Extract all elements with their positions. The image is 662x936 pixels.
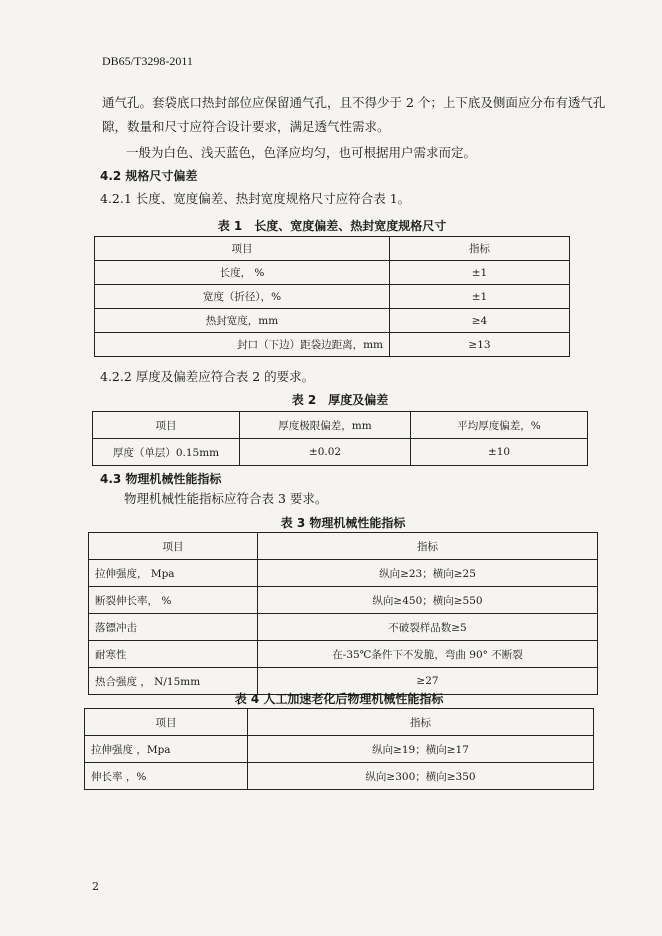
table2-head-thickness-limit: 厚度极限偏差，mm (240, 412, 411, 439)
table1-row-value: ±1 (390, 285, 570, 309)
table1-head-indicator: 指标 (390, 237, 570, 261)
intro-line-3: 一般为白色、浅天蓝色，色泽应均匀，也可根据用户需求而定。 (126, 145, 477, 160)
intro-line-2: 隙，数量和尺寸应符合设计要求，满足透气性需求。 (102, 119, 390, 134)
table3-row-item: 落镖冲击 (89, 614, 258, 641)
table2-head-average-deviation: 平均厚度偏差，% (411, 412, 588, 439)
table3-row-item: 耐寒性 (89, 641, 258, 668)
table1-row-value: ≥13 (390, 333, 570, 357)
table3-head-indicator: 指标 (258, 533, 598, 560)
table2-head-item: 项目 (93, 412, 240, 439)
table3 (88, 532, 598, 695)
table3-row-item: 断裂伸长率， % (89, 587, 258, 614)
table4-row-value: 纵向≥19；横向≥17 (248, 736, 594, 763)
standard-code-header: DB65/T3298-2011 (102, 54, 193, 68)
table1-row-item: 封口（下边）距袋边距离，mm (95, 333, 390, 357)
page-number: 2 (92, 880, 99, 893)
table2-caption: 表 2 厚度及偏差 (291, 393, 389, 407)
table2-row-item: 厚度（单层）0.15mm (93, 439, 240, 466)
table1-row-item: 宽度（折径），% (95, 285, 390, 309)
table2 (92, 411, 588, 466)
table4-row-item: 伸长率 ，% (85, 763, 248, 790)
table1-row-item: 长度， % (95, 261, 390, 285)
table3-row-value: ≥27 (258, 668, 598, 695)
table1-caption: 表 1 长度、宽度偏差、热封宽度规格尺寸 (217, 219, 447, 233)
clause-4-3: 物理机械性能指标应符合表 3 要求。 (124, 491, 328, 506)
table3-row-value: 纵向≥450；横向≥550 (258, 587, 598, 614)
table3-row-item: 热合强度 ， N/15mm (89, 668, 258, 695)
table3-head-item: 项目 (89, 533, 258, 560)
clause-4-2-2: 4.2.2 厚度及偏差应符合表 2 的要求。 (100, 369, 315, 384)
table4-row-value: 纵向≥300；横向≥350 (248, 763, 594, 790)
table3-row-value: 不破裂样品数≥5 (258, 614, 598, 641)
table1-row-value: ≥4 (390, 309, 570, 333)
table1-row-item: 热封宽度，mm (95, 309, 390, 333)
table2-row-average: ±10 (411, 439, 588, 466)
section-4-2-heading: 4.2 规格尺寸偏差 (100, 169, 198, 183)
table1-row-value: ±1 (390, 261, 570, 285)
table3-row-item: 拉伸强度， Mpa (89, 560, 258, 587)
table4-head-indicator: 指标 (248, 709, 594, 736)
section-4-3-heading: 4.3 物理机械性能指标 (100, 472, 222, 486)
table4-row-item: 拉伸强度 ，Mpa (85, 736, 248, 763)
intro-line-1: 通气孔。套袋底口热封部位应保留通气孔，且不得少于 2 个；上下底及侧面应分布有透气孔 (102, 95, 606, 110)
table3-caption: 表 3 物理机械性能指标 (280, 516, 406, 530)
table4-caption: 表 4 人工加速老化后物理机械性能指标 (234, 692, 444, 706)
table1-head-item: 项目 (95, 237, 390, 261)
table1 (94, 236, 570, 357)
table4-head-item: 项目 (85, 709, 248, 736)
table3-row-value: 在-35℃条件下不发脆，弯曲 90° 不断裂 (258, 641, 598, 668)
table3-row-value: 纵向≥23；横向≥25 (258, 560, 598, 587)
clause-4-2-1: 4.2.1 长度、宽度偏差、热封宽度规格尺寸应符合表 1。 (100, 191, 411, 206)
table4 (84, 708, 594, 790)
table2-row-limit: ±0.02 (240, 439, 411, 466)
